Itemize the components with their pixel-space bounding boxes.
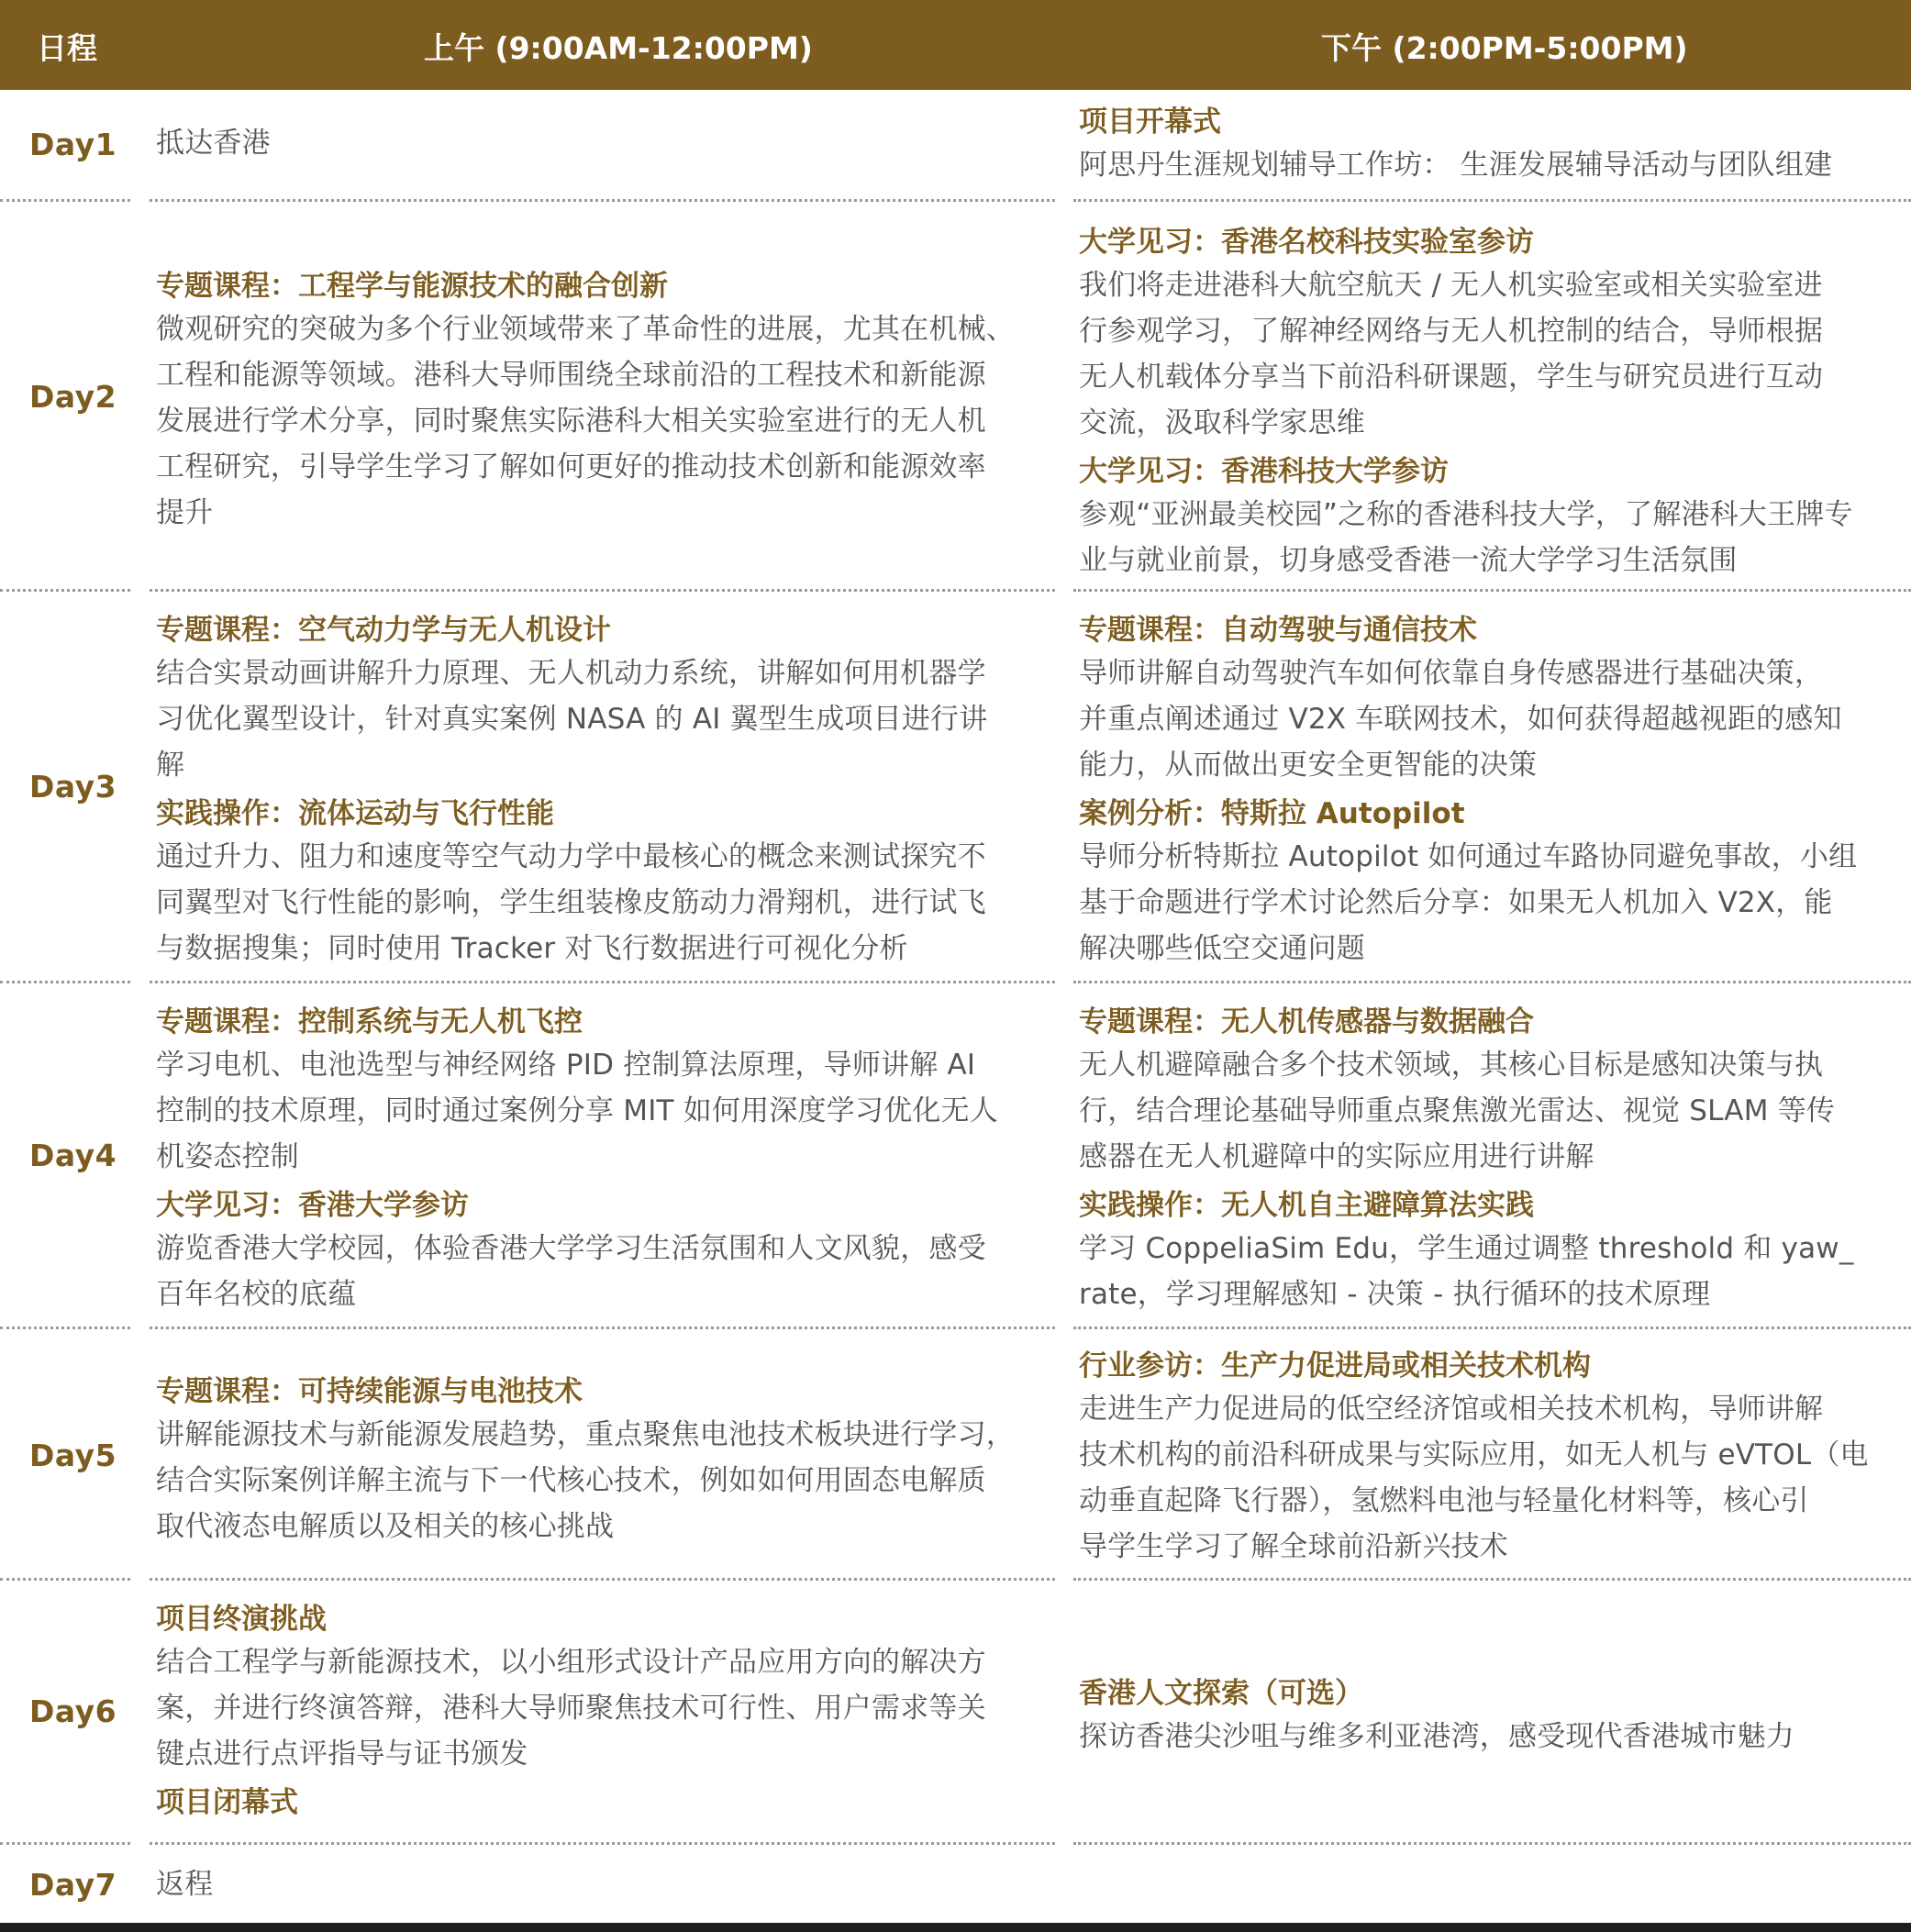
activity	[1079, 222, 1909, 446]
day-label: Day4	[29, 1138, 117, 1173]
activity	[156, 1371, 1055, 1549]
activity	[156, 794, 1055, 972]
activity	[156, 1002, 1055, 1180]
activity	[1079, 102, 1909, 188]
activity-desc: 结合实景动画讲解升力原理、无人机动力系统，讲解如何用机器学 习优化翼型设计，针对真实案例 NASA 的 AI 翼型生成项目进行讲 解	[156, 657, 988, 782]
activity-title: 案例分析：特斯拉 Autopilot	[1079, 797, 1465, 830]
header-day: 日程	[37, 30, 97, 66]
morning-cell	[156, 610, 1055, 972]
activity-title: 专题课程：空气动力学与无人机设计	[156, 614, 611, 647]
activity	[156, 610, 1055, 788]
day-label: Day3	[29, 769, 117, 805]
header-afternoon: 下午 (2:00PM-5:00PM)	[1321, 30, 1688, 66]
activity-title: 专题课程：工程学与能源技术的融合创新	[156, 270, 668, 303]
afternoon-cell	[1079, 222, 1909, 583]
day-label: Day1	[29, 127, 117, 162]
day-row-6	[0, 1579, 1911, 1843]
activity-desc: 导师分析特斯拉 Autopilot 如何通过车路协同避免事故，小组 基于命题进行学术讨论然后分享：如果无人机加入 V2X，能 解决哪些低空交通问题	[1079, 840, 1858, 965]
activity	[1079, 1346, 1909, 1570]
activity-title: 专题课程：控制系统与无人机飞控	[156, 1005, 583, 1038]
afternoon-cell	[1079, 102, 1909, 188]
activity-title: 大学见习：香港科技大学参访	[1079, 455, 1449, 488]
header-morning: 上午 (9:00AM-12:00PM)	[424, 30, 813, 66]
activity-desc: 我们将走进港科大航空航天 / 无人机实验室或相关实验室进 行参观学习，了解神经网络与无人机控制的结合，导师根据 无人机载体分享当下前沿科研课题，学生与研究员进行互动 交流，汲取科学家思维	[1079, 269, 1824, 439]
bottom-bar	[0, 1923, 1911, 1932]
activity-title: 大学见习：香港名校科技实验室参访	[1079, 226, 1534, 259]
day-row-7	[0, 1843, 1911, 1923]
activity-desc: 抵达香港	[156, 127, 271, 160]
afternoon-cell	[1079, 610, 1909, 972]
day-row-1	[0, 90, 1911, 200]
activity-desc: 通过升力、阻力和速度等空气动力学中最核心的概念来测试探究不 同翼型对飞行性能的影响，学生组装橡皮筋动力滑翔机，进行试飞 与数据搜集；同时使用 Tracker 对飞行数据进行可视化分析	[156, 840, 986, 965]
day-label: Day2	[29, 379, 117, 415]
activity-desc: 学习电机、电池选型与神经网络 PID 控制算法原理，导师讲解 AI 控制的技术原理，同时通过案例分享 MIT 如何用深度学习优化无人 机姿态控制	[156, 1049, 998, 1173]
morning-cell	[156, 1371, 1055, 1549]
activity	[156, 1599, 1055, 1777]
activity-desc: 微观研究的突破为多个行业领域带来了革命性的进展，尤其在机械、 工程和能源等领域。港科大导师围绕全球前沿的工程技术和新能源 发展进行学术分享，同时聚焦实际港科大相关实验室进行的无人机 工程研究，引导学生学习了解如何更好的推动技术创新和能源效率 提升	[156, 313, 1015, 529]
activity-title: 专题课程：可持续能源与电池技术	[156, 1375, 583, 1408]
activity-title: 项目开幕式	[1079, 105, 1221, 139]
activity	[156, 266, 1055, 536]
afternoon-cell	[1079, 1673, 1909, 1760]
activity-title: 项目闭幕式	[156, 1786, 298, 1819]
activity-desc: 探访香港尖沙咀与维多利亚港湾，感受现代香港城市魅力	[1079, 1720, 1794, 1753]
activity-title: 专题课程：无人机传感器与数据融合	[1079, 1005, 1534, 1038]
activity	[156, 1185, 1055, 1317]
morning-cell	[156, 120, 1055, 166]
activity-desc: 阿思丹生涯规划辅导工作坊： 生涯发展辅导活动与团队组建	[1079, 149, 1833, 182]
activity-desc: 参观“亚洲最美校园”之称的香港科技大学，了解港科大王牌专 业与就业前景，切身感受香港一流大学学习生活氛围	[1079, 498, 1853, 577]
day-row-5	[0, 1327, 1911, 1578]
activity-title: 实践操作：无人机自主避障算法实践	[1079, 1189, 1534, 1222]
afternoon-cell	[1079, 1002, 1909, 1317]
activity	[1079, 451, 1909, 583]
day-label: Day6	[29, 1693, 117, 1729]
activity-desc: 学习 CoppeliaSim Edu，学生通过调整 threshold 和 yaw_ rate，学习理解感知 - 决策 - 执行循环的技术原理	[1079, 1232, 1854, 1311]
activity-title: 实践操作：流体运动与飞行性能	[156, 797, 554, 830]
activity-desc: 讲解能源技术与新能源发展趋势，重点聚焦电池技术板块进行学习， 结合实际案例详解主流与下一代核心技术，例如如何用固态电解质 取代液态电解质以及相关的核心挑战	[156, 1418, 1015, 1543]
activity-desc: 结合工程学与新能源技术，以小组形式设计产品应用方向的解决方 案，并进行终演答辩，港科大导师聚焦技术可行性、用户需求等关 键点进行点评指导与证书颁发	[156, 1646, 986, 1771]
activity-desc: 返程	[156, 1868, 214, 1901]
afternoon-cell	[1079, 1346, 1909, 1570]
activity-desc: 导师讲解自动驾驶汽车如何依靠自身传感器进行基础决策， 并重点阐述通过 V2X 车联网技术，如何获得超越视距的感知 能力，从而做出更安全更智能的决策	[1079, 657, 1842, 782]
activity	[1079, 1185, 1909, 1317]
day-row-3	[0, 590, 1911, 982]
activity-title: 专题课程：自动驾驶与通信技术	[1079, 614, 1477, 647]
activity	[1079, 1002, 1909, 1180]
activity	[1079, 1673, 1909, 1760]
day-label: Day7	[29, 1867, 117, 1903]
activity-desc: 无人机避障融合多个技术领域，其核心目标是感知决策与执 行，结合理论基础导师重点聚焦激光雷达、视觉 SLAM 等传 感器在无人机避障中的实际应用进行讲解	[1079, 1049, 1836, 1173]
morning-cell	[156, 1599, 1055, 1823]
activity-desc: 走进生产力促进局的低空经济馆或相关技术机构，导师讲解 技术机构的前沿科研成果与实际应用，如无人机与 eVTOL（电 动垂直起降飞行器），氢燃料电池与轻量化材料等，核心引 导学生学习了解全球前沿新兴技术	[1079, 1393, 1869, 1563]
activity	[1079, 794, 1909, 972]
activity-title: 行业参访：生产力促进局或相关技术机构	[1079, 1349, 1591, 1382]
morning-cell	[156, 1002, 1055, 1317]
activity-title: 大学见习：香港大学参访	[156, 1189, 469, 1222]
day-label: Day5	[29, 1438, 117, 1473]
activity	[156, 1782, 1055, 1823]
day-row-2	[0, 200, 1911, 590]
activity-desc: 游览香港大学校园，体验香港大学学习生活氛围和人文风貌，感受 百年名校的底蕴	[156, 1232, 986, 1311]
activity	[1079, 610, 1909, 788]
day-row-4	[0, 982, 1911, 1327]
activity-title: 项目终演挑战	[156, 1603, 327, 1636]
table-header	[0, 0, 1911, 90]
morning-cell	[156, 1861, 1055, 1907]
activity-title: 香港人文探索（可选）	[1079, 1677, 1363, 1710]
morning-cell	[156, 266, 1055, 536]
